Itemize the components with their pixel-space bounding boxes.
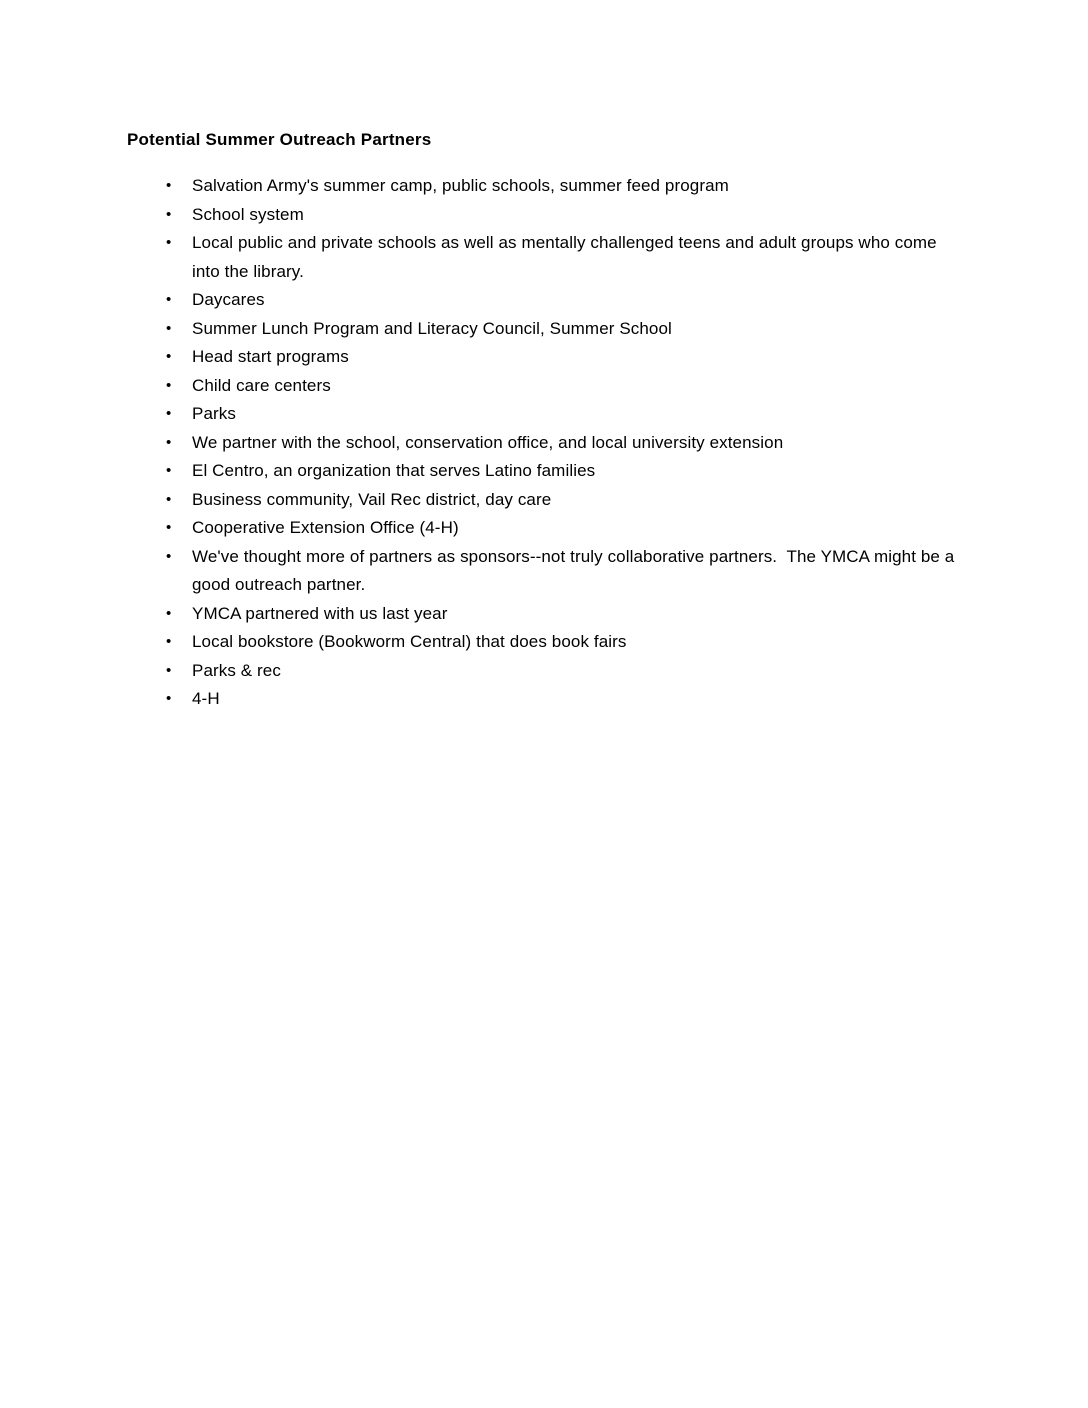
list-item: • Cooperative Extension Office (4-H) [192, 514, 961, 543]
list-item: • Business community, Vail Rec district, day care [192, 486, 961, 515]
list-item: • Parks [192, 400, 961, 429]
list-item: • El Centro, an organization that serves Latino families [192, 457, 961, 486]
list-item: • School system [192, 201, 961, 230]
document-content [0, 0, 961, 714]
list-item: • YMCA partnered with us last year [192, 600, 961, 629]
list-item: • Parks & rec [192, 657, 961, 686]
list-item: • We partner with the school, conservation office, and local university extension [192, 429, 961, 458]
list-item: • Local public and private schools as well as mentally challenged teens and adult groups who come into the library. [192, 229, 961, 286]
list-item: • Summer Lunch Program and Literacy Council, Summer School [192, 315, 961, 344]
list-item: • Child care centers [192, 372, 961, 401]
list-item: • Head start programs [192, 343, 961, 372]
list-item: • Salvation Army's summer camp, public schools, summer feed program [192, 172, 961, 201]
list-item: • Local bookstore (Bookworm Central) that does book fairs [192, 628, 961, 657]
bullet-list [127, 172, 961, 714]
list-item: • We've thought more of partners as sponsors--not truly collaborative partners. The YMCA might be a good outreach partner. [192, 543, 961, 600]
page-title: Potential Summer Outreach Partners [127, 130, 432, 149]
list-item: • 4-H [192, 685, 961, 714]
list-item: • Daycares [192, 286, 961, 315]
